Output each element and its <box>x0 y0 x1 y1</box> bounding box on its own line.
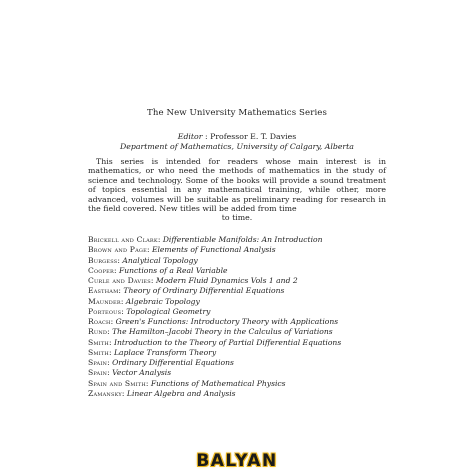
book-authors: Eastham <box>88 286 119 296</box>
book-entry <box>88 307 408 317</box>
book-authors: Brickell and Clark <box>88 235 158 244</box>
book-authors: Spain and Smith <box>88 378 146 388</box>
book-title: Modern Fluid Dynamics Vols 1 and 2 <box>155 276 298 285</box>
book-separator: : <box>150 276 156 285</box>
book-authors: Rund <box>88 327 108 337</box>
book-entry <box>88 256 408 266</box>
book-separator: : <box>107 368 113 378</box>
book-title: Analytical Topology <box>122 255 198 265</box>
book-separator: : <box>109 347 114 357</box>
book-separator: : <box>118 286 124 296</box>
book-entry <box>88 276 408 286</box>
book-authors: Roach <box>88 317 111 326</box>
book-separator: : <box>157 235 163 244</box>
book-authors: Burgess <box>88 255 118 265</box>
book-separator: : <box>109 337 114 347</box>
book-authors: Cooper <box>88 265 114 275</box>
book-entry <box>88 368 408 378</box>
book-title: Linear Algebra and Analysis <box>126 388 236 398</box>
editor-name: Professor E. T. Davies <box>210 132 297 141</box>
book-title: Ordinary Differential Equations <box>112 358 234 367</box>
description-body: This series is intended for readers whose main interest is in mathematics, or who need the methods of mathematics in the study of science and technology. Some of the books will provide a sound treatment of topics essential in any mathematical training, while other, more advanced, volumes will be suitable as preliminary reading for research in the field covered. New titles will be added from time <box>88 157 386 214</box>
book-entry <box>88 245 408 255</box>
book-list <box>88 235 408 399</box>
book-entry <box>88 286 408 296</box>
book-authors: Zamansky <box>88 388 122 398</box>
book-authors: Spain <box>88 368 108 378</box>
book-title: Topological Geometry <box>126 306 211 316</box>
book-authors: Smith <box>88 347 109 357</box>
description-last-line: to time. <box>221 213 253 223</box>
book-separator: : <box>107 358 113 367</box>
book-separator: : <box>120 296 126 306</box>
site-watermark: BALYAN <box>196 451 278 471</box>
book-entry <box>88 358 408 368</box>
book-separator: : <box>107 327 113 337</box>
book-entry <box>88 379 408 389</box>
book-title: Functions of a Real Variable <box>118 265 228 275</box>
book-entry <box>88 235 408 245</box>
book-entry <box>88 297 408 307</box>
book-separator: : <box>146 245 152 255</box>
book-title: The Hamilton–Jacobi Theory in the Calculus of Variations <box>112 327 333 337</box>
book-authors: Maunder <box>88 296 121 306</box>
book-title: Green's Functions: Introductory Theory with Applications <box>115 317 339 326</box>
book-entry <box>88 317 408 327</box>
book-separator: : <box>121 306 127 316</box>
book-entry <box>88 389 408 399</box>
editor-line <box>0 132 474 141</box>
book-authors: Brown and Page <box>88 245 147 255</box>
book-title: Differentiable Manifolds: An Introduction <box>162 235 323 244</box>
book-entry <box>88 338 408 348</box>
book-title: Vector Analysis <box>112 368 172 378</box>
book-separator: : <box>117 255 123 265</box>
book-authors: Smith <box>88 337 109 347</box>
series-description <box>88 157 386 223</box>
book-authors: Spain <box>88 358 108 367</box>
book-title: Introduction to the Theory of Partial Differential Equations <box>113 337 342 347</box>
book-separator: : <box>110 317 116 326</box>
book-entry <box>88 327 408 337</box>
book-title: Elements of Functional Analysis <box>151 245 276 255</box>
series-title: The New University Mathematics Series <box>146 108 327 118</box>
book-authors: Curle and Davies <box>88 276 151 285</box>
editor-department: Department of Mathematics, University of Calgary, Alberta <box>120 142 354 151</box>
book-separator: : <box>145 378 151 388</box>
book-title: Algebraic Topology <box>125 296 200 306</box>
book-title: Laplace Transform Theory <box>113 347 217 357</box>
editor-label: Editor <box>177 132 203 141</box>
book-separator: : <box>121 388 127 398</box>
book-entry <box>88 266 408 276</box>
book-separator: : <box>114 265 119 275</box>
editor-separator: : <box>202 132 211 141</box>
book-title: Functions of Mathematical Physics <box>150 378 286 388</box>
book-title: Theory of Ordinary Differential Equations <box>123 286 285 296</box>
book-entry <box>88 348 408 358</box>
book-authors: Porteous <box>88 306 122 316</box>
